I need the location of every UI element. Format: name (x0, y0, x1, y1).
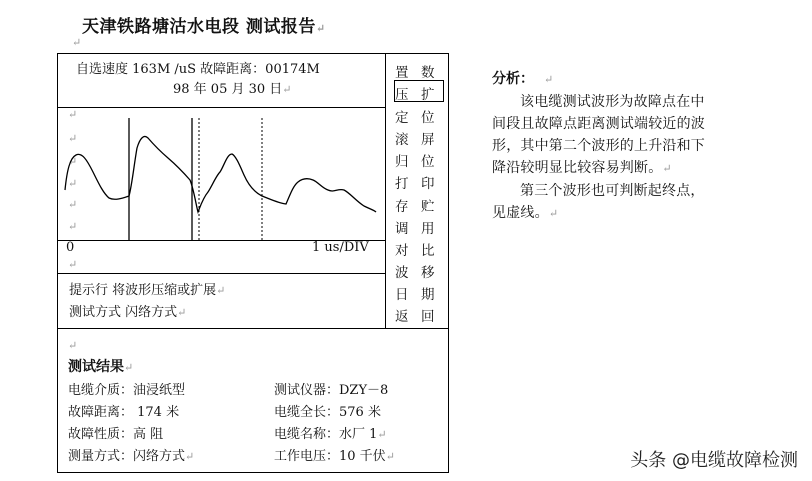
axis-scale-label: 1 us/DIV (312, 240, 369, 255)
paragraph-mark-icon: ↵ (68, 108, 78, 121)
result-cable-medium: 电缆介质：油浸纸型 (68, 383, 186, 398)
paragraph-mark-icon: ↵ (68, 155, 78, 168)
paragraph-mark-icon: ↵ (315, 22, 326, 35)
paragraph-mark-icon: ↵ (68, 177, 78, 190)
result-measure-mode: 测量方式：闪络方式↵ (68, 449, 195, 464)
menu-item-date[interactable]: 日 期 (395, 287, 435, 303)
results-heading: 测试结果↵ (68, 359, 134, 375)
menu-item-reset[interactable]: 归 位 (395, 154, 435, 170)
menu-item-recall[interactable]: 调 用 (395, 221, 435, 237)
paragraph-mark-icon: ↵ (68, 220, 78, 233)
paragraph-mark-icon: ↵ (68, 132, 78, 145)
menu-item-compress-expand[interactable]: 压 扩 (395, 87, 435, 103)
test-date: 98 年 05 月 30 日↵ (173, 82, 292, 97)
paragraph-mark-icon: ↵ (72, 36, 82, 49)
menu-item-locate[interactable]: 定 位 (395, 110, 435, 126)
result-instrument: 测试仪器：DZY－8 (274, 383, 389, 398)
test-mode-line: 测试方式 闪络方式↵ (69, 305, 187, 320)
paragraph-mark-icon: ↵ (68, 339, 78, 352)
analysis-paragraph: 第三个波形也可判断起终点，见虚线。↵ (492, 183, 705, 221)
watermark: 头条 @电缆故障检测 (630, 450, 798, 471)
menu-item-print[interactable]: 打 印 (395, 176, 435, 192)
paragraph-mark-icon: ↵ (68, 198, 78, 211)
hint-line: 提示行 将波形压缩或扩展↵ (69, 283, 226, 298)
report-title-text: 天津铁路塘沽水电段 测试报告 (82, 17, 316, 37)
menu-item-set-value[interactable]: 置 数 (395, 65, 435, 81)
menu-item-scroll[interactable]: 滚 屏 (395, 132, 435, 148)
waveform-trace (65, 136, 376, 212)
result-working-voltage: 工作电压：10 千伏↵ (274, 449, 395, 464)
menu-item-return[interactable]: 返 回 (395, 309, 435, 325)
result-fault-nature: 故障性质：高 阻 (68, 427, 164, 442)
menu-item-store[interactable]: 存 贮 (395, 199, 435, 215)
analysis-paragraph: 该电缆测试波形为故障点在中间段且故障点距离测试端较近的波形，其中第二个波形的上升沿和下降沿较明显比较容易判断。↵ (492, 94, 705, 176)
analysis-heading: 分析： ↵ (492, 71, 554, 87)
result-cable-length: 电缆全长：576 米 (274, 405, 381, 420)
menu-item-shift-wave[interactable]: 波 移 (395, 265, 435, 281)
result-cable-name: 电缆名称：水厂 1↵ (274, 427, 387, 442)
speed-distance-readout: 自选速度 163M /uS 故障距离：00174M (76, 62, 320, 77)
axis-start-label: 0 (66, 240, 75, 255)
menu-item-compare[interactable]: 对 比 (395, 243, 435, 259)
analysis-section (492, 68, 714, 225)
paragraph-mark-icon: ↵ (68, 258, 78, 271)
result-fault-distance: 故障距离： 174 米 (68, 405, 180, 420)
